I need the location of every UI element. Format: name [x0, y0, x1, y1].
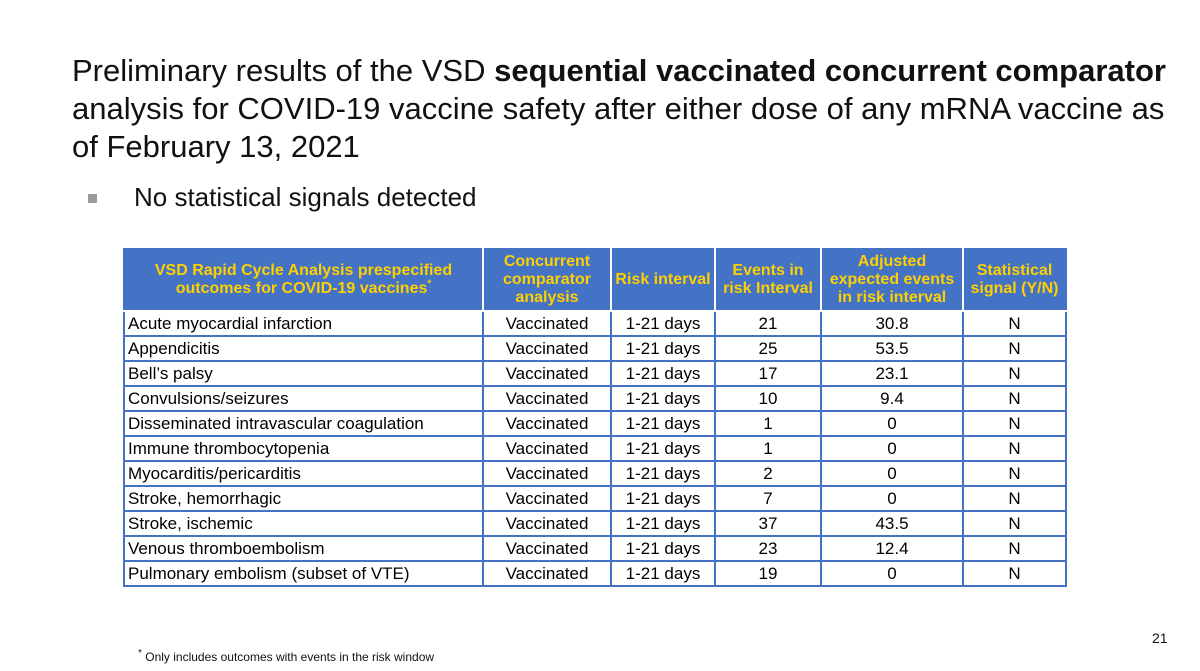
- expected-events-cell: 0: [821, 461, 963, 486]
- outcome-cell: Pulmonary embolism (subset of VTE): [124, 561, 483, 586]
- comparator-cell: Vaccinated: [483, 511, 611, 536]
- expected-events-cell: 0: [821, 486, 963, 511]
- page-number: 21: [1152, 630, 1168, 646]
- expected-events-cell: 0: [821, 411, 963, 436]
- comparator-cell: Vaccinated: [483, 561, 611, 586]
- table-row: [124, 511, 1066, 536]
- header-expected-events: Adjusted expected events in risk interval: [821, 249, 963, 311]
- signal-cell: N: [963, 436, 1066, 461]
- risk-interval-cell: 1-21 days: [611, 561, 715, 586]
- title-part-2: analysis for COVID-19 vaccine safety after either dose of any mRNA vaccine as of February 13, 2021: [72, 91, 1165, 164]
- events-cell: 23: [715, 536, 821, 561]
- risk-interval-cell: 1-21 days: [611, 386, 715, 411]
- title-part-1: Preliminary results of the VSD: [72, 53, 495, 88]
- signal-cell: N: [963, 361, 1066, 386]
- table-row: [124, 536, 1066, 561]
- header-outcomes: VSD Rapid Cycle Analysis prespecified outcomes for COVID-19 vaccines*: [124, 249, 483, 311]
- expected-events-cell: 0: [821, 561, 963, 586]
- risk-interval-cell: 1-21 days: [611, 411, 715, 436]
- outcome-cell: Stroke, hemorrhagic: [124, 486, 483, 511]
- events-cell: 25: [715, 336, 821, 361]
- comparator-cell: Vaccinated: [483, 536, 611, 561]
- slide-title: [72, 52, 1172, 166]
- expected-events-cell: 23.1: [821, 361, 963, 386]
- risk-interval-cell: 1-21 days: [611, 436, 715, 461]
- comparator-cell: Vaccinated: [483, 361, 611, 386]
- outcome-cell: Venous thromboembolism: [124, 536, 483, 561]
- footnote-text: Only includes outcomes with events in the risk window: [141, 650, 435, 664]
- header-risk-interval: Risk interval: [611, 249, 715, 311]
- comparator-cell: Vaccinated: [483, 461, 611, 486]
- expected-events-cell: 43.5: [821, 511, 963, 536]
- risk-interval-cell: 1-21 days: [611, 486, 715, 511]
- header-footnote-mark: *: [427, 278, 432, 290]
- table-row: [124, 336, 1066, 361]
- comparator-cell: Vaccinated: [483, 486, 611, 511]
- expected-events-cell: 9.4: [821, 386, 963, 411]
- table-row: [124, 311, 1066, 336]
- outcome-cell: Myocarditis/pericarditis: [124, 461, 483, 486]
- table-row: [124, 386, 1066, 411]
- events-cell: 21: [715, 311, 821, 336]
- comparator-cell: Vaccinated: [483, 311, 611, 336]
- footnote: [138, 650, 434, 664]
- events-cell: 17: [715, 361, 821, 386]
- signal-cell: N: [963, 311, 1066, 336]
- events-cell: 1: [715, 411, 821, 436]
- risk-interval-cell: 1-21 days: [611, 361, 715, 386]
- comparator-cell: Vaccinated: [483, 411, 611, 436]
- signal-cell: N: [963, 561, 1066, 586]
- header-events: Events in risk Interval: [715, 249, 821, 311]
- table-row: [124, 461, 1066, 486]
- bullet-text: No statistical signals detected: [134, 182, 477, 212]
- table-row: [124, 486, 1066, 511]
- results-table: [123, 248, 1067, 587]
- table-row: [124, 436, 1066, 461]
- outcome-cell: Disseminated intravascular coagulation: [124, 411, 483, 436]
- bullet-row: [88, 182, 477, 213]
- outcome-cell: Bell’s palsy: [124, 361, 483, 386]
- outcome-cell: Immune thrombocytopenia: [124, 436, 483, 461]
- comparator-cell: Vaccinated: [483, 436, 611, 461]
- comparator-cell: Vaccinated: [483, 386, 611, 411]
- header-signal: Statistical signal (Y/N): [963, 249, 1066, 311]
- table-row: [124, 561, 1066, 586]
- signal-cell: N: [963, 486, 1066, 511]
- signal-cell: N: [963, 386, 1066, 411]
- expected-events-cell: 12.4: [821, 536, 963, 561]
- table-row: [124, 411, 1066, 436]
- signal-cell: N: [963, 411, 1066, 436]
- table-row: [124, 361, 1066, 386]
- expected-events-cell: 30.8: [821, 311, 963, 336]
- comparator-cell: Vaccinated: [483, 336, 611, 361]
- signal-cell: N: [963, 336, 1066, 361]
- footnote-mark: *: [138, 648, 142, 659]
- events-cell: 7: [715, 486, 821, 511]
- outcome-cell: Acute myocardial infarction: [124, 311, 483, 336]
- outcome-cell: Appendicitis: [124, 336, 483, 361]
- table-header-row: [124, 249, 1066, 311]
- signal-cell: N: [963, 461, 1066, 486]
- expected-events-cell: 0: [821, 436, 963, 461]
- table-body: [124, 311, 1066, 586]
- square-bullet-icon: [88, 194, 97, 203]
- events-cell: 1: [715, 436, 821, 461]
- risk-interval-cell: 1-21 days: [611, 311, 715, 336]
- risk-interval-cell: 1-21 days: [611, 536, 715, 561]
- outcome-cell: Convulsions/seizures: [124, 386, 483, 411]
- outcome-cell: Stroke, ischemic: [124, 511, 483, 536]
- events-cell: 19: [715, 561, 821, 586]
- title-bold-part: sequential vaccinated concurrent comparator: [494, 53, 1166, 88]
- header-comparator: Concurrent comparator analysis: [483, 249, 611, 311]
- risk-interval-cell: 1-21 days: [611, 461, 715, 486]
- expected-events-cell: 53.5: [821, 336, 963, 361]
- events-cell: 10: [715, 386, 821, 411]
- risk-interval-cell: 1-21 days: [611, 336, 715, 361]
- risk-interval-cell: 1-21 days: [611, 511, 715, 536]
- events-cell: 2: [715, 461, 821, 486]
- signal-cell: N: [963, 511, 1066, 536]
- events-cell: 37: [715, 511, 821, 536]
- signal-cell: N: [963, 536, 1066, 561]
